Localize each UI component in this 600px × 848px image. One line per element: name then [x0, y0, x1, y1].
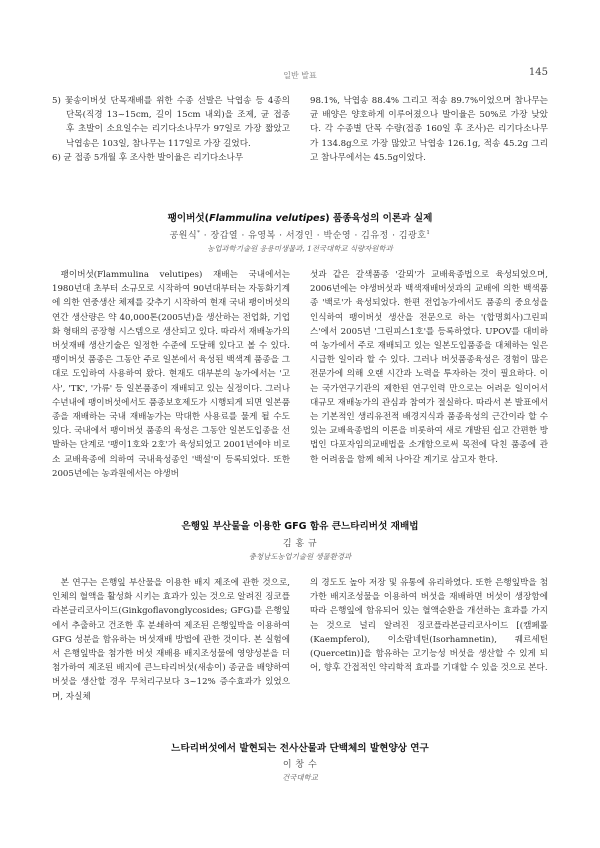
article1-right-column: [310, 268, 548, 467]
article2-left-text: 본 연구는 은행잎 부산물을 이용한 배지 제조에 관한 것으로, 인체의 혈액을 활성화 시키는 효과가 있는 것으로 알려진 징코플라본글리코사이드(Ginkgoflavonglycosides; GFG)를 은행잎에서 추출하고 건조한 후 분쇄하여 제조된 은행잎박을 이용하여 GFG 성분을 함유하는 버섯재배 방법에 관한 것이다. 본 실험에서 은행잎박을 첨가한 버섯 재배용 배지조성물에 영양성분을 더 첨가하여 제조된 배지에 큰느타리버섯(새송이) 종균을 배양하여 버섯을 생산할 경우 무처리구보다 3~12% 증수효과가 있었으며, 자실체: [52, 578, 290, 702]
list-item-6: 6) 균 접종 5개월 후 조사한 발이율은 리기다소나무: [52, 152, 244, 163]
top-right-text: 98.1%, 낙엽송 88.4% 그리고 적송 89.7%이었으며 참나무는 균 배양은 양호하게 이루어졌으나 발이율은 50%로 가장 낮았다. 각 수종별 단목 수량(접종 160일 후 조사)은 리기다소나무가 134.8g으로 가장 많았고 낙엽송 126.1g, 적송 45.2g 그리고 참나무에서는 45.5g이었다.: [310, 96, 548, 163]
article1-title: [0, 210, 600, 224]
article3-title: 느타리버섯에서 발현되는 전사산물과 단백체의 발현양상 연구: [171, 743, 429, 754]
author-mark2: 1: [426, 230, 431, 236]
article1-title-pre: 팽이버섯(: [167, 213, 210, 224]
article3-authors: 이 창 수: [282, 760, 318, 770]
list-item-5: 5) 꽃송이버섯 단목재배를 위한 수종 선발은 낙엽송 등 4종의 단목(직경 13~15cm, 길이 15cm 내외)을 조제, 균 접종 후 초발이 소요일수는 리기다소나무가 97일로 가장 짧았고 낙엽송은 103일, 참나무는 117일로 가장 길었다.: [52, 96, 290, 149]
author-mark: *: [197, 230, 201, 236]
article1-title-post: ) 품종육성의 이론과 실제: [325, 213, 433, 224]
article1-authors: [0, 228, 600, 241]
article2-right-text: 의 경도도 높아 저장 및 유통에 유리하였다. 또한 은행잎박을 첨가한 배지조성물을 이용하여 버섯을 재배하면 버섯이 생장함에 따라 은행잎에 함유되어 있는 혈액순환을 개선하는 효과를 가지는 것으로 널리 알려진 징코플라본글리코사이드 [(캠페롤(Kaempferol), 이소람네틴(Isorhamnetin), 퀘르세틴(Quercetin)]을 함유하는 고기능성 버섯을 생산할 수 있게 되어, 향후 간접적인 약리학적 효과를 기대할 수 있을 것으로 본다.: [310, 578, 548, 674]
article1-left-column: [52, 268, 290, 481]
article2-affiliation: 충청남도농업기술원 생물환경과: [248, 552, 352, 561]
article2-left-column: [52, 576, 290, 704]
article2-authors: 김 홍 규: [282, 539, 318, 549]
article1-authors-rest: · 장갑열 · 유영복 · 서경인 · 박순영 · 김유정 · 김광호: [200, 231, 427, 241]
running-header: 일반 발표: [283, 71, 317, 80]
article1-right-text: 섯과 같은 갈색품종 '갈뫼'가 교배육종법으로 육성되었으며, 2006년에는 야생버섯과 백색재배버섯과의 교배에 의한 백색품종 '백로'가 육성되었다. 한편 전업농가에서도 품종의 중요성을 인식하여 팽이버섯 생산을 전문으로 하는 '(합명회사)그린피스'에서 2005년 '그린피스1호'를 등록하였다. UPOV를 대비하여 농가에서 주로 재배되고 있는 일본도입품종을 대체하는 일은 시급한 일이라 할 수 있다. 그러나 버섯품종육성은 경험이 많은 전문가에 의해 오랜 시간과 노력을 투자하는 것이 필요하다. 이는 국가연구기관의 제한된 연구인력 만으로는 어려운 일이어서 대규모 재배농가의 관심과 참여가 절실하다. 따라서 본 발표에서는 기본적인 생리유전적 배경지식과 품종육성의 근간이라 할 수 있는 교배육종법의 이론을 비롯하여 새로 개발된 쉽고 간편한 방법인 다포자임의교배법을 소개함으로써 목전에 닥친 품종에 관한 어려움을 함께 헤쳐 나아갈 계기로 삼고자 한다.: [310, 270, 548, 465]
top-right-column: [310, 94, 548, 165]
article1-author-first: 공원식: [169, 231, 198, 241]
article1-affiliation: 농업과학기술원 응용미생물과, 1전국대학교 식량자원학과: [207, 244, 393, 253]
article1-left-text: 팽이버섯(Flammulina velutipes) 재배는 국내에서는 1980년대 초부터 소규모로 시작하여 90년대부터는 자동화기계에 의한 연중생산 체제를 갖추기 시작하여 현재 국내 팽이버섯의 연간 생산량은 약 40,000톤(2005년)을 생산하는 전업화, 기업화 형태의 공장형 시스템으로 생산되고 있다. 따라서 재배농가의 버섯재배 생산기술은 일정한 수준에 도달해 있다고 볼 수 있다. 팽이버섯 품종은 그동안 주로 일본에서 육성된 백색계 품종을 그대로 도입하여 사용하여 왔다. 현재도 대부분의 농가에서는 '고사', 'TK', '가류' 등 일본품종이 재배되고 있는 실정이다. 그러나 수년내에 팽이버섯에서도 품종보호제도가 시행되게 되면 일본품종을 재배하는 국내 재배농가는 막대한 사용료를 물게 될 수도 있다. 국내에서 팽이버섯 품종의 육성은 그동안 일본도입종을 선발하는 단계로 '팽이1호와 2호'가 육성되었고 2001년에야 비로소 교배육종에 의하여 국내육성종인 '백설'이 등록되었다. 또한 2005년에는 농과원에서는 야생버: [52, 270, 290, 479]
article2-right-column: [310, 576, 548, 675]
article1-title-italic: Flammulina velutipes: [209, 213, 326, 224]
article3-affiliation: 건국대학교: [282, 773, 318, 782]
page-number: 145: [528, 67, 548, 78]
top-left-column: [52, 94, 290, 165]
article2-title: 은행잎 부산물을 이용한 GFG 함유 큰느타리버섯 재배법: [181, 521, 419, 532]
